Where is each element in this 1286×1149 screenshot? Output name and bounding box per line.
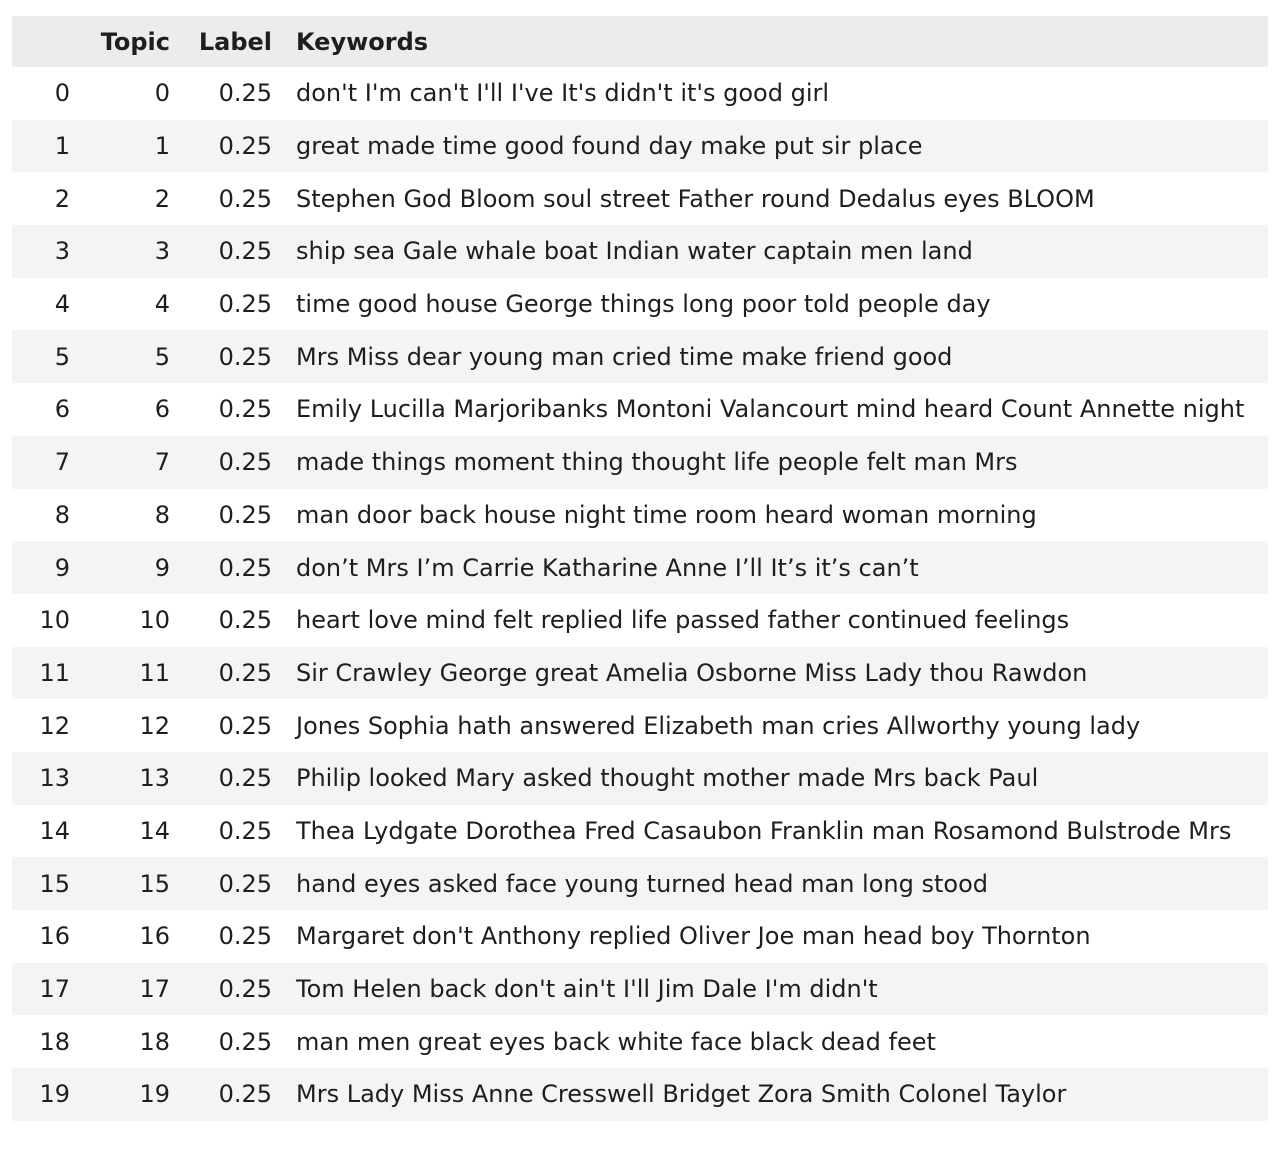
topic-cell: 3 (154, 237, 170, 266)
keywords-cell: don't I'm can't I'll I've It's didn't it's good girl (296, 79, 830, 108)
label-cell: 0.25 (218, 869, 272, 898)
row-index: 6 (54, 395, 70, 424)
row-index: 17 (39, 975, 70, 1004)
label-cell: 0.25 (218, 132, 272, 161)
row-index: 19 (39, 1080, 70, 1109)
table-row (12, 1015, 1268, 1068)
label-cell: 0.25 (218, 711, 272, 740)
topic-cell: 18 (139, 1027, 170, 1056)
header-label: Label (182, 16, 284, 67)
row-index: 1 (54, 132, 70, 161)
keywords-cell: ship sea Gale whale boat Indian water captain men land (296, 237, 973, 266)
row-index: 10 (39, 606, 70, 635)
table-header (12, 16, 1268, 67)
label-cell: 0.25 (218, 395, 272, 424)
table-row (12, 594, 1268, 647)
topics-table (12, 16, 1268, 1121)
topic-cell: 11 (139, 658, 170, 687)
table-row (12, 1068, 1268, 1121)
table-row (12, 67, 1268, 120)
table-row (12, 699, 1268, 752)
topic-cell: 7 (154, 448, 170, 477)
topic-cell: 8 (154, 500, 170, 529)
header-index (12, 16, 82, 67)
table-row (12, 752, 1268, 805)
row-index: 15 (39, 869, 70, 898)
table-row (12, 963, 1268, 1016)
row-index: 12 (39, 711, 70, 740)
row-index: 5 (54, 342, 70, 371)
row-index: 0 (54, 79, 70, 108)
keywords-cell: Tom Helen back don't ain't I'll Jim Dale I'm didn't (296, 975, 878, 1004)
row-index: 18 (39, 1027, 70, 1056)
header-keywords: Keywords (284, 16, 1268, 67)
label-cell: 0.25 (218, 500, 272, 529)
topic-cell: 14 (139, 816, 170, 845)
keywords-cell: Stephen God Bloom soul street Father round Dedalus eyes BLOOM (296, 184, 1095, 213)
table-row (12, 910, 1268, 963)
topic-cell: 1 (154, 132, 170, 161)
label-cell: 0.25 (218, 553, 272, 582)
row-index: 13 (39, 764, 70, 793)
label-cell: 0.25 (218, 764, 272, 793)
table-body (12, 67, 1268, 1121)
label-cell: 0.25 (218, 184, 272, 213)
dataframe-container (12, 16, 1268, 1121)
label-cell: 0.25 (218, 237, 272, 266)
keywords-cell: Sir Crawley George great Amelia Osborne Miss Lady thou Rawdon (296, 658, 1088, 687)
keywords-cell: Jones Sophia hath answered Elizabeth man cries Allworthy young lady (296, 711, 1141, 740)
topic-cell: 5 (154, 342, 170, 371)
keywords-cell: don’t Mrs I’m Carrie Katharine Anne I’ll It’s it’s can’t (296, 553, 919, 582)
row-index: 9 (54, 553, 70, 582)
keywords-cell: heart love mind felt replied life passed father continued feelings (296, 606, 1070, 635)
keywords-cell: Emily Lucilla Marjoribanks Montoni Valancourt mind heard Count Annette night (296, 395, 1245, 424)
row-index: 16 (39, 922, 70, 951)
keywords-cell: Margaret don't Anthony replied Oliver Joe man head boy Thornton (296, 922, 1091, 951)
label-cell: 0.25 (218, 658, 272, 687)
label-cell: 0.25 (218, 975, 272, 1004)
table-row (12, 383, 1268, 436)
table-row (12, 278, 1268, 331)
table-row (12, 225, 1268, 278)
keywords-cell: Thea Lydgate Dorothea Fred Casaubon Franklin man Rosamond Bulstrode Mrs (296, 816, 1232, 845)
topic-cell: 9 (154, 553, 170, 582)
topic-cell: 2 (154, 184, 170, 213)
keywords-cell: hand eyes asked face young turned head man long stood (296, 869, 988, 898)
keywords-cell: made things moment thing thought life people felt man Mrs (296, 448, 1018, 477)
row-index: 2 (54, 184, 70, 213)
topic-cell: 16 (139, 922, 170, 951)
row-index: 4 (54, 290, 70, 319)
label-cell: 0.25 (218, 290, 272, 319)
keywords-cell: Mrs Lady Miss Anne Cresswell Bridget Zora Smith Colonel Taylor (296, 1080, 1067, 1109)
table-row (12, 330, 1268, 383)
table-row (12, 805, 1268, 858)
row-index: 14 (39, 816, 70, 845)
table-row (12, 120, 1268, 173)
row-index: 3 (54, 237, 70, 266)
row-index: 8 (54, 500, 70, 529)
table-row (12, 436, 1268, 489)
keywords-cell: great made time good found day make put sir place (296, 132, 923, 161)
header-topic: Topic (82, 16, 182, 67)
keywords-cell: man men great eyes back white face black dead feet (296, 1027, 936, 1056)
topic-cell: 6 (154, 395, 170, 424)
topic-cell: 17 (139, 975, 170, 1004)
keywords-cell: time good house George things long poor told people day (296, 290, 991, 319)
label-cell: 0.25 (218, 79, 272, 108)
keywords-cell: Philip looked Mary asked thought mother made Mrs back Paul (296, 764, 1039, 793)
label-cell: 0.25 (218, 816, 272, 845)
table-row (12, 489, 1268, 542)
table-row (12, 541, 1268, 594)
topic-cell: 15 (139, 869, 170, 898)
table-row (12, 172, 1268, 225)
topic-cell: 10 (139, 606, 170, 635)
label-cell: 0.25 (218, 606, 272, 635)
header-row (12, 16, 1268, 67)
keywords-cell: man door back house night time room heard woman morning (296, 500, 1037, 529)
label-cell: 0.25 (218, 448, 272, 477)
table-row (12, 857, 1268, 910)
label-cell: 0.25 (218, 342, 272, 371)
topic-cell: 4 (154, 290, 170, 319)
label-cell: 0.25 (218, 922, 272, 951)
topic-cell: 13 (139, 764, 170, 793)
label-cell: 0.25 (218, 1080, 272, 1109)
label-cell: 0.25 (218, 1027, 272, 1056)
row-index: 11 (39, 658, 70, 687)
topic-cell: 0 (154, 79, 170, 108)
keywords-cell: Mrs Miss dear young man cried time make friend good (296, 342, 953, 371)
table-row (12, 647, 1268, 700)
topic-cell: 12 (139, 711, 170, 740)
topic-cell: 19 (139, 1080, 170, 1109)
row-index: 7 (54, 448, 70, 477)
